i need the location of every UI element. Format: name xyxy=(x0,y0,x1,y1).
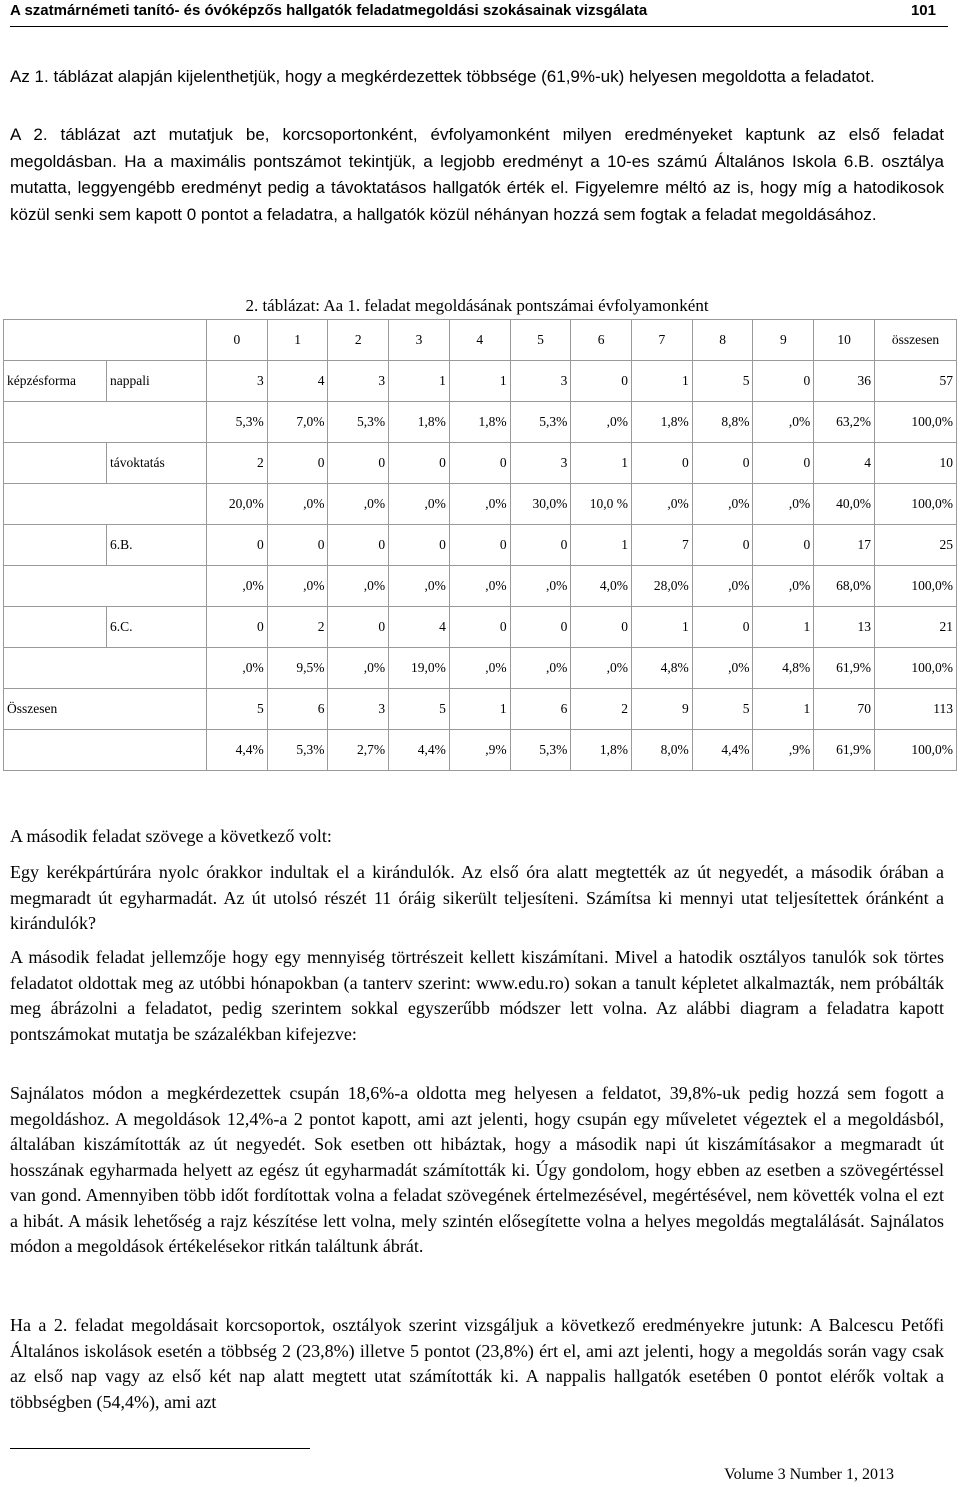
empty-cell xyxy=(4,648,207,689)
count-cell: 0 xyxy=(389,525,450,566)
percent-cell: ,0% xyxy=(389,484,450,525)
table-row xyxy=(4,484,957,525)
count-cell: 36 xyxy=(814,361,875,402)
percent-cell: ,0% xyxy=(753,566,814,607)
table-row xyxy=(4,361,957,402)
count-cell: 3 xyxy=(328,361,389,402)
percent-cell: 19,0% xyxy=(389,648,450,689)
percent-cell: 68,0% xyxy=(814,566,875,607)
percent-cell: 40,0% xyxy=(814,484,875,525)
empty-cell xyxy=(4,484,207,525)
percent-cell: ,9% xyxy=(449,730,510,771)
count-cell: 17 xyxy=(814,525,875,566)
count-cell: 3 xyxy=(510,361,571,402)
count-cell: 0 xyxy=(692,443,753,484)
paragraph-task2-heading: A második feladat szövege a következő volt: xyxy=(10,826,332,846)
percent-cell: 100,0% xyxy=(875,402,957,443)
column-header: 6 xyxy=(571,320,632,361)
percent-cell: ,0% xyxy=(753,402,814,443)
percent-cell: ,0% xyxy=(328,566,389,607)
count-cell: 0 xyxy=(449,525,510,566)
count-cell: 2 xyxy=(267,607,328,648)
count-cell: 113 xyxy=(875,689,957,730)
count-cell: 5 xyxy=(692,689,753,730)
percent-cell: ,0% xyxy=(328,648,389,689)
row-label: nappali xyxy=(107,361,207,402)
count-cell: 4 xyxy=(389,607,450,648)
count-cell: 4 xyxy=(267,361,328,402)
percent-cell: ,0% xyxy=(449,484,510,525)
percent-cell: 4,4% xyxy=(207,730,268,771)
percent-cell: 28,0% xyxy=(632,566,693,607)
percent-cell: ,0% xyxy=(753,484,814,525)
percent-cell: 5,3% xyxy=(510,730,571,771)
percent-cell: 30,0% xyxy=(510,484,571,525)
percent-cell: ,0% xyxy=(328,484,389,525)
count-cell: 1 xyxy=(571,525,632,566)
count-cell: 5 xyxy=(207,689,268,730)
count-cell: 10 xyxy=(875,443,957,484)
percent-cell: ,0% xyxy=(510,648,571,689)
percent-cell: ,0% xyxy=(632,484,693,525)
count-cell: 1 xyxy=(389,361,450,402)
percent-cell: ,0% xyxy=(692,648,753,689)
row-group-label: Összesen xyxy=(4,689,207,730)
count-cell: 70 xyxy=(814,689,875,730)
column-header: 1 xyxy=(267,320,328,361)
percent-cell: 63,2% xyxy=(814,402,875,443)
footer-rule xyxy=(10,1448,310,1449)
paragraph-task2-analysis: A második feladat jellemzője hogy egy mennyiség törtrészeit kellett kiszámítani. Mivel a hatodik osztályos tanulók sok törtes feladatot oldottak meg az utóbbi hónapokban (a tanterv szerint: www.edu.ro) sokan a tanult képletet alkalmazták, nem próbálták meg ábrázolni a feladatot, pedig szerintem sokkal egyszerűbb módszer lett volna. Az alábbi diagram a feladatra kapott pontszámokat mutatja be százalékban kifejezve: xyxy=(10,947,944,1044)
count-cell: 0 xyxy=(632,443,693,484)
count-cell: 13 xyxy=(814,607,875,648)
percent-cell: ,0% xyxy=(389,566,450,607)
percent-cell: 61,9% xyxy=(814,648,875,689)
count-cell: 1 xyxy=(753,607,814,648)
column-header: 8 xyxy=(692,320,753,361)
footer-volume: Volume 3 Number 1, 2013 xyxy=(724,1466,894,1483)
count-cell: 1 xyxy=(449,361,510,402)
page-number: 101 xyxy=(910,2,936,19)
table-row xyxy=(4,689,957,730)
paragraph-task2-text: Egy kerékpártúrára nyolc órakkor indultak el a kirándulók. Az első óra alatt megtették az út negyedét, a második órában a megmaradt út egyharmadát. Az út utolsó részét 11 óráig sikerült teljesíteni. Számítsa ki mennyi utat teljesítettek óránként a kirándulók? xyxy=(10,862,944,933)
count-cell: 6 xyxy=(510,689,571,730)
percent-cell: 9,5% xyxy=(267,648,328,689)
column-header: 9 xyxy=(753,320,814,361)
count-cell: 0 xyxy=(692,525,753,566)
column-header: 0 xyxy=(207,320,268,361)
percent-cell: ,0% xyxy=(449,566,510,607)
row-group-label xyxy=(4,443,107,484)
count-cell: 3 xyxy=(510,443,571,484)
percent-cell: 20,0% xyxy=(207,484,268,525)
count-cell: 5 xyxy=(692,361,753,402)
percent-cell: 1,8% xyxy=(571,730,632,771)
paragraph-task2-groups: Ha a 2. feladat megoldásait korcsoportok, osztályok szerint vizsgáljuk a következő eredményekre jutunk: A Balcescu Petőfi Általános iskolások esetén a többség 2 (23,8%) illetve 5 pontot (23,8%) ért el, ami azt jelenti, hogy a megoldás során vagy csak az első nap vagy az első két nap alatt megtett utat számították ki. A nappalis hallgatók esetében 0 pontot elérők voltak a többségben (54,4%), ami azt xyxy=(10,1315,944,1412)
table-row xyxy=(4,566,957,607)
count-cell: 21 xyxy=(875,607,957,648)
table-row xyxy=(4,730,957,771)
count-cell: 3 xyxy=(207,361,268,402)
count-cell: 7 xyxy=(632,525,693,566)
percent-cell: 7,0% xyxy=(267,402,328,443)
percent-cell: ,9% xyxy=(753,730,814,771)
table-row xyxy=(4,525,957,566)
table-row xyxy=(4,607,957,648)
column-header: 2 xyxy=(328,320,389,361)
count-cell: 0 xyxy=(328,607,389,648)
header-corner-cell xyxy=(4,320,207,361)
percent-cell: 4,8% xyxy=(753,648,814,689)
count-cell: 0 xyxy=(207,607,268,648)
count-cell: 3 xyxy=(328,689,389,730)
percent-cell: ,0% xyxy=(207,648,268,689)
table-caption: 2. táblázat: Aa 1. feladat megoldásának pontszámai évfolyamonként xyxy=(245,296,709,315)
score-table xyxy=(3,319,957,771)
paragraph-task2-results: Sajnálatos módon a megkérdezettek csupán 18,6%-a oldotta meg helyesen a feldatot, 39,8%-uk pedig hozzá sem fogott a megoldáshoz. A megoldások 12,4%-a 2 pontot kapott, ami azt jelenti, hogy csupán egy műveletet végeztek el a megoldásból, általában kiszámították az út negyedét. Sok esetben ott hibáztak, hogy a második napi út kiszámításakor a megmaradt út hosszának egyharmada helyett az egész út egyharmadát számították ki. Úgy gondolom, hogy ebben az esetben a szövegértéssel van gond. Amennyiben több időt fordítottak volna a feladat szövegének értelmezésével, megértésével, nem követték volna el ezt a hibát. A másik lehetőség a rajz készítése lett volna, mely szintén elősegítette volna a helyes megoldás megtalálását. Sajnálatos módon a megoldások értékelésekor ritkán találtunk ábrát. xyxy=(10,1083,944,1256)
count-cell: 0 xyxy=(510,607,571,648)
count-cell: 0 xyxy=(753,361,814,402)
count-cell: 0 xyxy=(267,525,328,566)
percent-cell: ,0% xyxy=(571,402,632,443)
percent-cell: 5,3% xyxy=(267,730,328,771)
percent-cell: ,0% xyxy=(571,648,632,689)
percent-cell: 5,3% xyxy=(328,402,389,443)
count-cell: 0 xyxy=(571,361,632,402)
percent-cell: ,0% xyxy=(267,566,328,607)
row-group-label xyxy=(4,607,107,648)
count-cell: 5 xyxy=(389,689,450,730)
percent-cell: 4,0% xyxy=(571,566,632,607)
count-cell: 0 xyxy=(328,443,389,484)
percent-cell: 2,7% xyxy=(328,730,389,771)
count-cell: 0 xyxy=(571,607,632,648)
column-header: 7 xyxy=(632,320,693,361)
count-cell: 0 xyxy=(692,607,753,648)
paragraph-table1-summary: Az 1. táblázat alapján kijelenthetjük, hogy a megkérdezettek többsége (61,9%-uk) helyesen megoldotta a feladatot. xyxy=(10,67,875,86)
count-cell: 0 xyxy=(328,525,389,566)
percent-cell: 10,0 % xyxy=(571,484,632,525)
empty-cell xyxy=(4,730,207,771)
row-group-label: képzésforma xyxy=(4,361,107,402)
count-cell: 0 xyxy=(753,525,814,566)
count-cell: 0 xyxy=(267,443,328,484)
percent-cell: 100,0% xyxy=(875,730,957,771)
percent-cell: ,0% xyxy=(510,566,571,607)
count-cell: 25 xyxy=(875,525,957,566)
percent-cell: 1,8% xyxy=(632,402,693,443)
count-cell: 9 xyxy=(632,689,693,730)
percent-cell: 5,3% xyxy=(207,402,268,443)
header-title: A szatmárnémeti tanító- és óvóképzős hallgatók feladatmegoldási szokásainak vizsgálata xyxy=(10,2,648,19)
running-header xyxy=(10,0,948,27)
row-label: 6.B. xyxy=(107,525,207,566)
count-cell: 0 xyxy=(207,525,268,566)
count-cell: 2 xyxy=(207,443,268,484)
count-cell: 1 xyxy=(632,361,693,402)
column-header: 10 xyxy=(814,320,875,361)
count-cell: 6 xyxy=(267,689,328,730)
row-label: távoktatás xyxy=(107,443,207,484)
percent-cell: 100,0% xyxy=(875,648,957,689)
percent-cell: ,0% xyxy=(692,566,753,607)
percent-cell: 1,8% xyxy=(389,402,450,443)
table-header-row xyxy=(4,320,957,361)
table-row xyxy=(4,443,957,484)
percent-cell: 61,9% xyxy=(814,730,875,771)
table-row xyxy=(4,402,957,443)
count-cell: 57 xyxy=(875,361,957,402)
percent-cell: 100,0% xyxy=(875,566,957,607)
count-cell: 0 xyxy=(753,443,814,484)
column-header: 3 xyxy=(389,320,450,361)
count-cell: 1 xyxy=(753,689,814,730)
percent-cell: 4,4% xyxy=(692,730,753,771)
empty-cell xyxy=(4,566,207,607)
percent-cell: ,0% xyxy=(449,648,510,689)
column-header: 4 xyxy=(449,320,510,361)
column-header: összesen xyxy=(875,320,957,361)
row-group-label xyxy=(4,525,107,566)
percent-cell: 8,8% xyxy=(692,402,753,443)
empty-cell xyxy=(4,402,207,443)
count-cell: 1 xyxy=(632,607,693,648)
percent-cell: 5,3% xyxy=(510,402,571,443)
percent-cell: 4,8% xyxy=(632,648,693,689)
percent-cell: ,0% xyxy=(267,484,328,525)
count-cell: 1 xyxy=(571,443,632,484)
percent-cell: 8,0% xyxy=(632,730,693,771)
paragraph-table2-intro: A 2. táblázat azt mutatjuk be, korcsoportonként, évfolyamonként milyen eredményeket kaptunk az első feladat megoldásban. Ha a maximális pontszámot tekintjük, a legjobb eredményt a 10-es számú Általános Iskola 6.B. osztálya mutatta, leggyengébb eredményt pedig a távoktatásos hallgatók érték el. Figyelemre méltó az is, hogy míg a hatodikosok közül senki sem kapott 0 pontot a feladatra, a hallgatók közül néhányan hozzá sem fogtak a feladat megoldásához. xyxy=(10,125,944,224)
count-cell: 2 xyxy=(571,689,632,730)
count-cell: 0 xyxy=(510,525,571,566)
count-cell: 0 xyxy=(389,443,450,484)
count-cell: 0 xyxy=(449,607,510,648)
table-row xyxy=(4,648,957,689)
row-label: 6.C. xyxy=(107,607,207,648)
percent-cell: ,0% xyxy=(692,484,753,525)
count-cell: 0 xyxy=(449,443,510,484)
percent-cell: 4,4% xyxy=(389,730,450,771)
count-cell: 1 xyxy=(449,689,510,730)
percent-cell: ,0% xyxy=(207,566,268,607)
percent-cell: 100,0% xyxy=(875,484,957,525)
column-header: 5 xyxy=(510,320,571,361)
count-cell: 4 xyxy=(814,443,875,484)
percent-cell: 1,8% xyxy=(449,402,510,443)
